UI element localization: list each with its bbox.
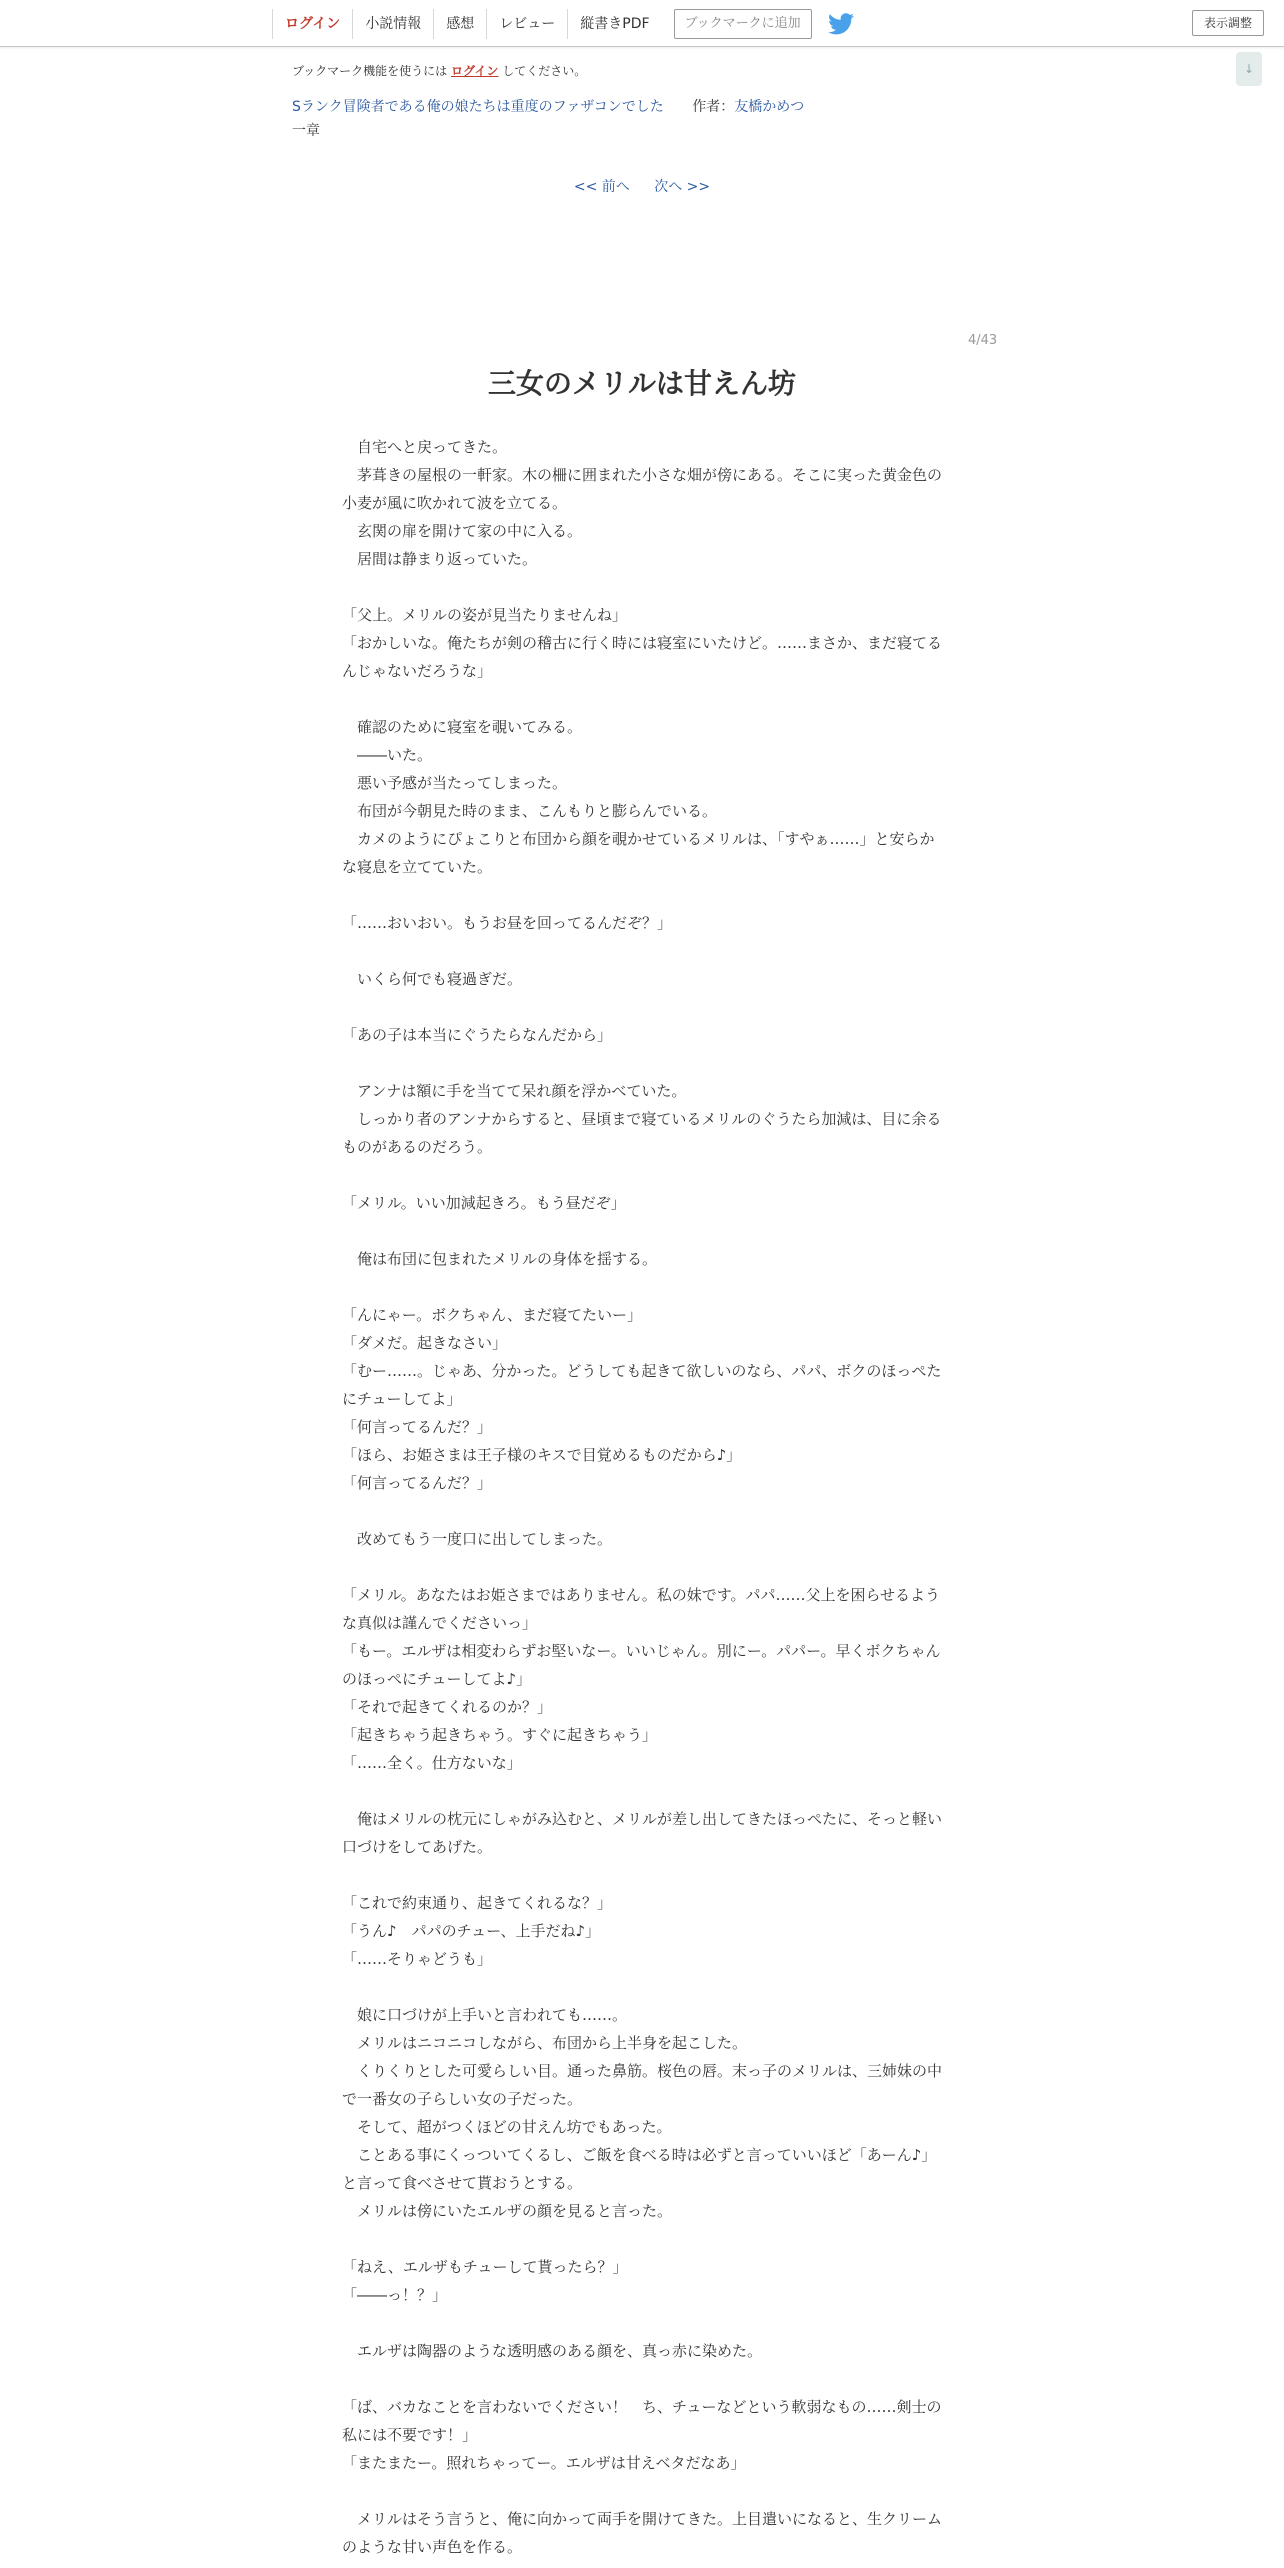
body-line: 「ば、バカなことを言わないでください！ ち、チューなどという軟弱なもの……剣士の私には不要です！」 bbox=[342, 2398, 942, 2444]
body-line bbox=[342, 2477, 942, 2505]
body-line bbox=[342, 881, 942, 909]
login-link[interactable]: ログイン bbox=[272, 9, 352, 39]
page-number: 4/43 bbox=[968, 333, 998, 348]
body-line bbox=[342, 1973, 942, 2001]
body-line bbox=[342, 1497, 942, 1525]
impressions-link[interactable]: 感想 bbox=[433, 9, 486, 39]
body-line: メリルは傍にいたエルザの顔を見ると言った。 bbox=[342, 2202, 673, 2220]
body-line: 「ダメだ。起きなさい」 bbox=[342, 1334, 508, 1352]
body-line bbox=[342, 1553, 942, 1581]
body-line: 「あの子は本当にぐうたらなんだから」 bbox=[342, 1026, 613, 1044]
body-line: 俺はメリルの枕元にしゃがみ込むと、メリルが差し出してきたほっぺたに、そっと軽い口づけをしてあげた。 bbox=[342, 1810, 943, 1856]
novel-title-link[interactable]: Sランク冒険者である俺の娘たちは重度のファザコンでした bbox=[292, 99, 664, 115]
novel-body bbox=[342, 433, 942, 2561]
notice-suffix: してください。 bbox=[502, 64, 587, 78]
body-line: 「――っ！？」 bbox=[342, 2286, 448, 2304]
body-line: 俺は布団に包まれたメリルの身体を揺する。 bbox=[342, 1250, 658, 1268]
body-line: ことある事にくっついてくるし、ご飯を食べる時は必ずと言っていいほど「あーん♪」と言って食べさせて貰おうとする。 bbox=[342, 2146, 937, 2192]
body-line: メリルはニコニコしながら、布団から上半身を起こした。 bbox=[342, 2034, 748, 2052]
body-line: 「何言ってるんだ？」 bbox=[342, 1418, 493, 1436]
body-line: 布団が今朝見た時のまま、こんもりと膨らんでいる。 bbox=[342, 802, 718, 820]
body-line: 「……そりゃどうも」 bbox=[342, 1950, 493, 1968]
body-line: 自宅へと戻ってきた。 bbox=[342, 438, 508, 456]
body-line: 確認のために寝室を覗いてみる。 bbox=[342, 718, 583, 736]
next-link[interactable]: 次へ >> bbox=[654, 179, 711, 195]
body-line: 「父上。メリルの姿が見当たりませんね」 bbox=[342, 606, 628, 624]
body-line: 「ねえ、エルザもチューして貰ったら？」 bbox=[342, 2258, 628, 2276]
novel-header bbox=[292, 96, 804, 116]
body-line: 茅葺きの屋根の一軒家。木の柵に囲まれた小さな畑が傍にある。そこに実った黄金色の小麦が風に吹かれて波を立てる。 bbox=[342, 466, 943, 512]
chapter-title: 一章 bbox=[292, 123, 320, 139]
body-line bbox=[342, 1273, 942, 1301]
body-line: 「これで約束通り、起きてくれるな？」 bbox=[342, 1894, 613, 1912]
body-line: メリルはそう言うと、俺に向かって両手を開けてきた。上目遣いになると、生クリームのような甘い声色を作る。 bbox=[342, 2510, 943, 2556]
novel-info-link[interactable]: 小説情報 bbox=[352, 9, 433, 39]
body-line: 「……全く。仕方ないな」 bbox=[342, 1754, 522, 1772]
body-line: しっかり者のアンナからすると、昼頃まで寝ているメリルのぐうたら加減は、目に余るものがあるのだろう。 bbox=[342, 1110, 942, 1156]
body-line: 「またまたー。照れちゃってー。エルザは甘えベタだなあ」 bbox=[342, 2454, 746, 2472]
body-line bbox=[342, 573, 942, 601]
display-settings-button[interactable]: 表示調整 bbox=[1192, 10, 1264, 36]
body-line: 娘に口づけが上手いと言われても……。 bbox=[342, 2006, 628, 2024]
scroll-down-arrow-icon[interactable]: ↓ bbox=[1236, 52, 1262, 86]
body-line: 「んにゃー。ボクちゃん、まだ寝てたいー」 bbox=[342, 1306, 643, 1324]
bookmark-notice bbox=[292, 62, 586, 79]
body-line: くりくりとした可愛らしい目。通った鼻筋。桜色の唇。末っ子のメリルは、三姉妹の中で一番女の子らしい女の子だった。 bbox=[342, 2062, 943, 2108]
body-line: 「メリル。あなたはお姫さまではありません。私の妹です。パパ……父上を困らせるような真似は謹んでくださいっ」 bbox=[342, 1586, 941, 1632]
body-line: 「ほら、お姫さまは王子様のキスで目覚めるものだから♪」 bbox=[342, 1446, 742, 1464]
episode-title: 三女のメリルは甘えん坊 bbox=[487, 367, 796, 400]
author-link[interactable]: 友橋かめつ bbox=[734, 99, 805, 115]
body-line: 「もー。エルザは相変わらずお堅いなー。いいじゃん。別にー。パパー。早くボクちゃんのほっぺにチューしてよ♪」 bbox=[342, 1642, 941, 1688]
vertical-pdf-link[interactable]: 縦書きPDF bbox=[567, 9, 661, 39]
body-line: アンナは額に手を当てて呆れ顔を浮かべていた。 bbox=[342, 1082, 687, 1100]
notice-login-link[interactable]: ログイン bbox=[451, 64, 499, 78]
body-line: カメのようにぴょこりと布団から顔を覗かせているメリルは、「すやぁ……」と安らかな寝息を立てていた。 bbox=[342, 830, 935, 876]
body-line bbox=[342, 993, 942, 1021]
prev-link[interactable]: << 前へ bbox=[573, 179, 630, 195]
body-line: 居間は静まり返っていた。 bbox=[342, 550, 538, 568]
body-line bbox=[342, 1049, 942, 1077]
review-link[interactable]: レビュー bbox=[486, 9, 567, 39]
body-line bbox=[342, 1861, 942, 1889]
body-line: 「……おいおい。もうお昼を回ってるんだぞ？」 bbox=[342, 914, 673, 932]
body-line bbox=[342, 2309, 942, 2337]
body-line bbox=[342, 937, 942, 965]
body-line bbox=[342, 1217, 942, 1245]
body-line: 「おかしいな。俺たちが剣の稽古に行く時には寝室にいたけど。……まさか、まだ寝てるんじゃないだろうな」 bbox=[342, 634, 943, 680]
body-line bbox=[342, 1161, 942, 1189]
body-line bbox=[342, 1777, 942, 1805]
top-bar bbox=[0, 0, 1284, 47]
body-line: 「メリル。いい加減起きろ。もう昼だぞ」 bbox=[342, 1194, 626, 1212]
body-line: 「むー……。じゃあ、分かった。どうしても起きて欲しいのなら、パパ、ボクのほっぺたにチューしてよ」 bbox=[342, 1362, 942, 1408]
body-line: 「何言ってるんだ？」 bbox=[342, 1474, 493, 1492]
body-line: 「うん♪ パパのチュー、上手だね♪」 bbox=[342, 1922, 601, 1940]
body-line: エルザは陶器のような透明感のある顔を、真っ赤に染めた。 bbox=[342, 2342, 763, 2360]
body-line bbox=[342, 2225, 942, 2253]
body-line: そして、超がつくほどの甘えん坊でもあった。 bbox=[342, 2118, 672, 2136]
add-bookmark-button[interactable]: ブックマークに追加 bbox=[674, 9, 812, 39]
body-line bbox=[342, 2365, 942, 2393]
twitter-icon[interactable] bbox=[828, 12, 856, 36]
pager bbox=[0, 176, 1284, 196]
body-line: 玄関の扉を開けて家の中に入る。 bbox=[342, 522, 583, 540]
body-line: 「起きちゃう起きちゃう。すぐに起きちゃう」 bbox=[342, 1726, 658, 1744]
author-label: 作者： bbox=[692, 99, 735, 115]
body-line: 「それで起きてくれるのか？」 bbox=[342, 1698, 553, 1716]
body-line: いくら何でも寝過ぎだ。 bbox=[342, 970, 523, 988]
body-line: 改めてもう一度口に出してしまった。 bbox=[342, 1530, 613, 1548]
body-line: 悪い予感が当たってしまった。 bbox=[342, 774, 568, 792]
notice-prefix: ブックマーク機能を使うには bbox=[292, 64, 448, 78]
main-nav bbox=[272, 8, 856, 40]
body-line bbox=[342, 685, 942, 713]
body-line: ――いた。 bbox=[342, 746, 433, 764]
